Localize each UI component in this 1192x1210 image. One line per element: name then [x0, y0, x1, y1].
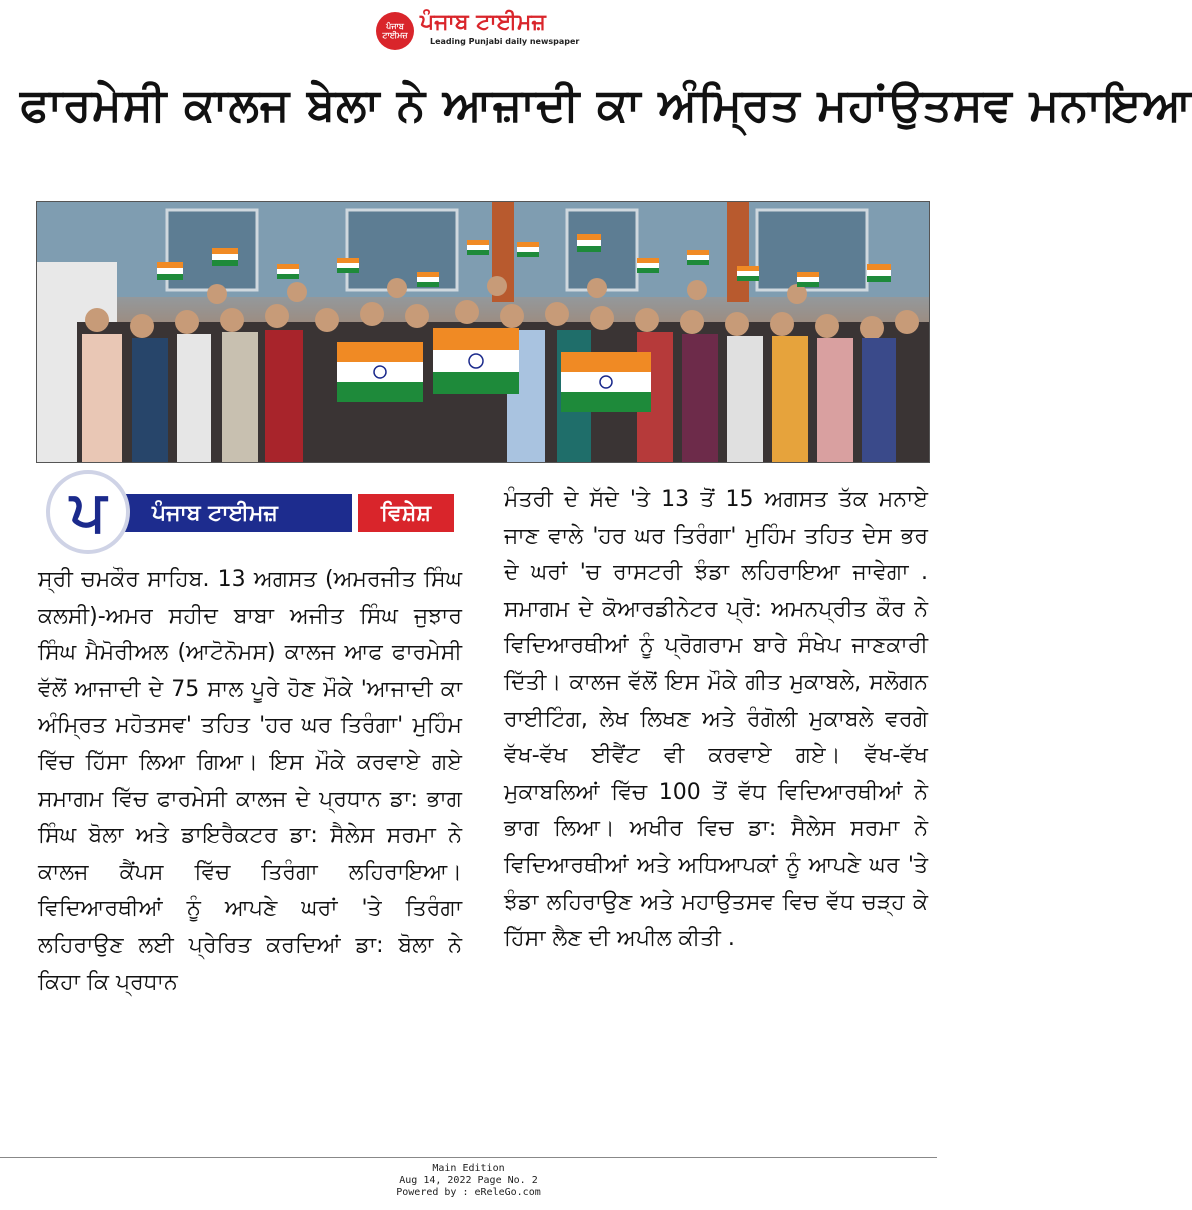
masthead [376, 8, 580, 50]
section-label: ਵਿਸ਼ੇਸ਼ [358, 494, 454, 532]
article-text-left: ਸ੍ਰੀ ਚਮਕੌਰ ਸਾਹਿਬ. 13 ਅਗਸਤ (ਅਮਰਜੀਤ ਸਿੰਘ ਕਲਸੀ)-ਅਮਰ ਸਹੀਦ ਬਾਬਾ ਅਜੀਤ ਸਿੰਘ ਜੁਝਾਰ ਸਿੰਘ ਮੈਮੋਰੀਅਲ (ਆਟੋਨੋਮਸ) ਕਾਲਜ ਆਫ ਫਾਰਮੇਸੀ ਵੱਲੋਂ ਆਜਾਦੀ ਦੇ 75 ਸਾਲ ਪੂਰੇ ਹੋਣ ਮੌਕੇ 'ਆਜਾਦੀ ਕਾ ਅੰਮ੍ਰਿਤ ਮਹੋਤਸਵ' ਤਹਿਤ 'ਹਰ ਘਰ ਤਿਰੰਗਾ' ਮੁਹਿੰਮ ਵਿੱਚ ਹਿੱਸਾ ਲਿਆ ਗਿਆ। ਇਸ ਮੌਕੇ ਕਰਵਾਏ ਗਏ ਸਮਾਗਮ ਵਿੱਚ ਫਾਰਮੇਸੀ ਕਾਲਜ ਦੇ ਪ੍ਰਧਾਨ ਡਾ: ਭਾਗ ਸਿੰਘ ਬੋਲਾ ਅਤੇ ਡਾਇਰੈਕਟਰ ਡਾ: ਸੈਲੇਸ ਸਰਮਾ ਨੇ ਕਾਲਜ ਕੈਂਪਸ ਵਿੱਚ ਤਿਰੰਗਾ ਲਹਿਰਾਇਆ। ਵਿਦਿਆਰਥੀਆਂ ਨੂੰ ਆਪਣੇ ਘਰਾਂ 'ਤੇ ਤਿਰੰਗਾ ਲਹਿਰਾਉਣ ਲਈ ਪ੍ਰੇਰਿਤ ਕਰਦਿਆਂ ਡਾ: ਬੋਲਾ ਨੇ ਕਿਹਾ ਕਿ ਪ੍ਰਧਾਨ [38, 567, 462, 995]
article-column-right [504, 482, 928, 958]
footer [0, 1163, 937, 1199]
brand-banner [36, 476, 452, 542]
news-photo [36, 201, 930, 463]
group-photo-illustration [37, 202, 929, 462]
brand-logo: ਪ [46, 470, 130, 554]
masthead-name: ਪੰਜਾਬ ਟਾਈਮਜ਼ [420, 10, 546, 35]
footer-divider [0, 1157, 937, 1158]
brand-name: ਪੰਜਾਬ ਟਾਈਮਜ਼ [102, 494, 352, 532]
masthead-tagline: Leading Punjabi daily newspaper [430, 37, 580, 46]
article-text-right: ਮੰਤਰੀ ਦੇ ਸੱਦੇ 'ਤੇ 13 ਤੋਂ 15 ਅਗਸਤ ਤੱਕ ਮਨਾਏ ਜਾਣ ਵਾਲੇ 'ਹਰ ਘਰ ਤਿਰੰਗਾ' ਮੁਹਿੰਮ ਤਹਿਤ ਦੇਸ ਭਰ ਦੇ ਘਰਾਂ 'ਚ ਰਾਸਟਰੀ ਝੰਡਾ ਲਹਿਰਾਇਆ ਜਾਵੇਗਾ . ਸਮਾਗਮ ਦੇ ਕੋਆਰਡੀਨੇਟਰ ਪ੍ਰੋ: ਅਮਨਪ੍ਰੀਤ ਕੌਰ ਨੇ ਵਿਦਿਆਰਥੀਆਂ ਨੂੰ ਪ੍ਰੋਗਰਾਮ ਬਾਰੇ ਸੰਖੇਪ ਜਾਣਕਾਰੀ ਦਿੱਤੀ। ਕਾਲਜ ਵੱਲੋਂ ਇਸ ਮੌਕੇ ਗੀਤ ਮੁਕਾਬਲੇ, ਸਲੋਗਨ ਰਾਈਟਿੰਗ, ਲੇਖ ਲਿਖਣ ਅਤੇ ਰੰਗੋਲੀ ਮੁਕਾਬਲੇ ਵਰਗੇ ਵੱਖ-ਵੱਖ ਈਵੈਂਟ ਵੀ ਕਰਵਾਏ ਗਏ। ਵੱਖ-ਵੱਖ ਮੁਕਾਬਲਿਆਂ ਵਿੱਚ 100 ਤੋਂ ਵੱਧ ਵਿਦਿਆਰਥੀਆਂ ਨੇ ਭਾਗ ਲਿਆ। ਅਖੀਰ ਵਿਚ ਡਾ: ਸੈਲੇਸ ਸਰਮਾ ਨੇ ਵਿਦਿਆਰਥੀਆਂ ਅਤੇ ਅਧਿਆਪਕਾਂ ਨੂੰ ਆਪਣੇ ਘਰ 'ਤੇ ਝੰਡਾ ਲਹਿਰਾਉਣ ਅਤੇ ਮਹਾਉਤਸਵ ਵਿਚ ਵੱਧ ਚੜ੍ਹ ਕੇ ਹਿੱਸਾ ਲੈਣ ਦੀ ਅਪੀਲ ਕੀਤੀ . [504, 487, 928, 952]
headline: ਫਾਰਮੇਸੀ ਕਾਲਜ ਬੇਲਾ ਨੇ ਆਜ਼ਾਦੀ ਕਾ ਅੰਮ੍ਰਿਤ ਮਹਾਂਉਤਸਵ ਮਨਾਇਆ [20, 78, 1192, 131]
footer-edition: Main Edition [432, 1163, 505, 1174]
article-column-left [38, 562, 462, 1001]
masthead-logo: ਪੰਜਾਬ ਟਾਈਮਜ਼ [376, 12, 414, 50]
footer-powered-by: Powered by : eReleGo.com [396, 1187, 541, 1198]
footer-date-page: Aug 14, 2022 Page No. 2 [399, 1175, 538, 1186]
